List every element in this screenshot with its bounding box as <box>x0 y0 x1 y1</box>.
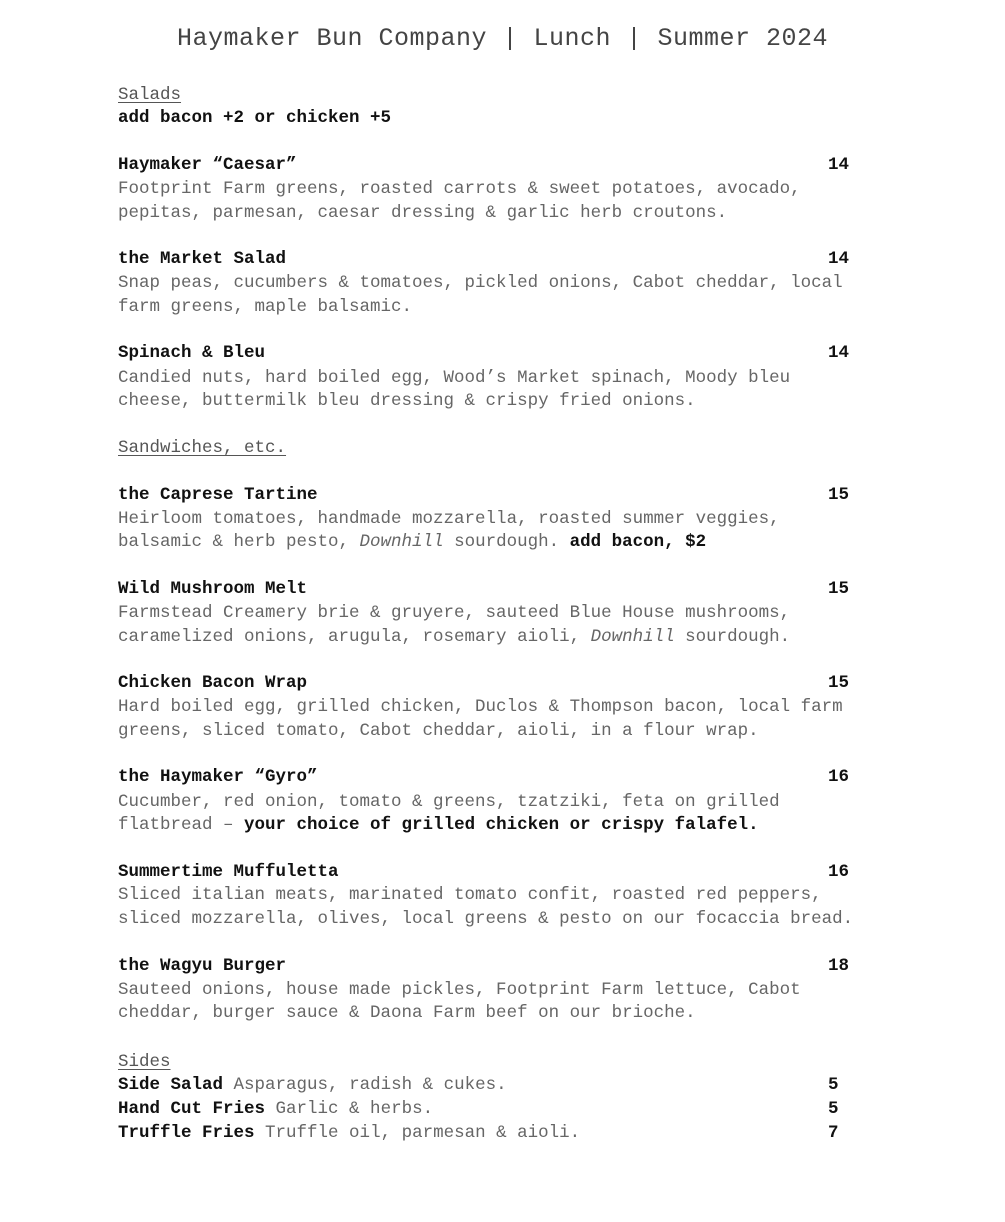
item-name: the Wagyu Burger <box>118 956 287 976</box>
item-description: Sliced italian meats, marinated tomato confit, roasted red peppers, <box>118 885 822 905</box>
sandwiches-heading: Sandwiches, etc. <box>118 438 287 458</box>
item-name: Chicken Bacon Wrap <box>118 673 308 693</box>
salads-heading: Salads <box>118 85 182 105</box>
item-name: Haymaker “Caesar” <box>118 155 297 175</box>
item-price: 16 <box>828 767 850 787</box>
item-price: 5 <box>828 1099 839 1119</box>
item-description: Snap peas, cucumbers & tomatoes, pickled onions, Cabot cheddar, local <box>118 273 843 293</box>
item-description: pepitas, parmesan, caesar dressing & garlic herb croutons. <box>118 203 728 223</box>
item-name: the Caprese Tartine <box>118 485 318 505</box>
item-description: greens, sliced tomato, Cabot cheddar, aioli, in a flour wrap. <box>118 721 759 741</box>
menu-title: Haymaker Bun Company | Lunch | Summer 2024 <box>176 24 829 53</box>
item-description: Hard boiled egg, grilled chicken, Duclos & Thompson bacon, local farm <box>118 697 843 717</box>
item-name: Hand Cut Fries <box>118 1099 266 1119</box>
sides-heading: Sides <box>118 1052 171 1072</box>
item-price: 14 <box>828 249 850 269</box>
item-description: flatbread – your choice of grilled chicken or crispy falafel. <box>118 815 759 835</box>
item-description: Heirloom tomatoes, handmade mozzarella, roasted summer veggies, <box>118 509 780 529</box>
item-price: 14 <box>828 343 850 363</box>
item-description: Asparagus, radish & cukes. <box>233 1075 507 1095</box>
item-description: cheese, buttermilk bleu dressing & crispy fried onions. <box>118 391 696 411</box>
item-description: Cucumber, red onion, tomato & greens, tzatziki, feta on grilled <box>118 792 780 812</box>
item-description: Farmstead Creamery brie & gruyere, sauteed Blue House mushrooms, <box>118 603 791 623</box>
item-price: 15 <box>828 485 850 505</box>
item-description: farm greens, maple balsamic. <box>118 297 413 317</box>
item-name: Spinach & Bleu <box>118 343 266 363</box>
item-name: Side Salad <box>118 1075 224 1095</box>
item-name: Summertime Muffuletta <box>118 862 339 882</box>
salads-addon-note: add bacon +2 or chicken +5 <box>118 108 392 128</box>
item-price: 15 <box>828 673 850 693</box>
item-name: the Market Salad <box>118 249 287 269</box>
item-description: Truffle oil, parmesan & aioli. <box>265 1123 581 1143</box>
item-description: Garlic & herbs. <box>275 1099 434 1119</box>
item-name: the Haymaker “Gyro” <box>118 767 318 787</box>
item-price: 5 <box>828 1075 839 1095</box>
item-price: 16 <box>828 862 850 882</box>
item-description: cheddar, burger sauce & Daona Farm beef on our brioche. <box>118 1003 696 1023</box>
item-description: caramelized onions, arugula, rosemary aioli, Downhill sourdough. <box>118 627 791 647</box>
item-name: Wild Mushroom Melt <box>118 579 308 599</box>
item-price: 18 <box>828 956 850 976</box>
item-description: Footprint Farm greens, roasted carrots & sweet potatoes, avocado, <box>118 179 801 199</box>
item-description: Sauteed onions, house made pickles, Footprint Farm lettuce, Cabot <box>118 980 801 1000</box>
item-description: balsamic & herb pesto, Downhill sourdough. add bacon, $2 <box>118 532 707 552</box>
item-price: 15 <box>828 579 850 599</box>
item-name: Truffle Fries <box>118 1123 255 1143</box>
item-description: sliced mozzarella, olives, local greens & pesto on our focaccia bread. <box>118 909 854 929</box>
item-price: 7 <box>828 1123 839 1143</box>
item-price: 14 <box>828 155 850 175</box>
item-description: Candied nuts, hard boiled egg, Wood’s Market spinach, Moody bleu <box>118 368 791 388</box>
